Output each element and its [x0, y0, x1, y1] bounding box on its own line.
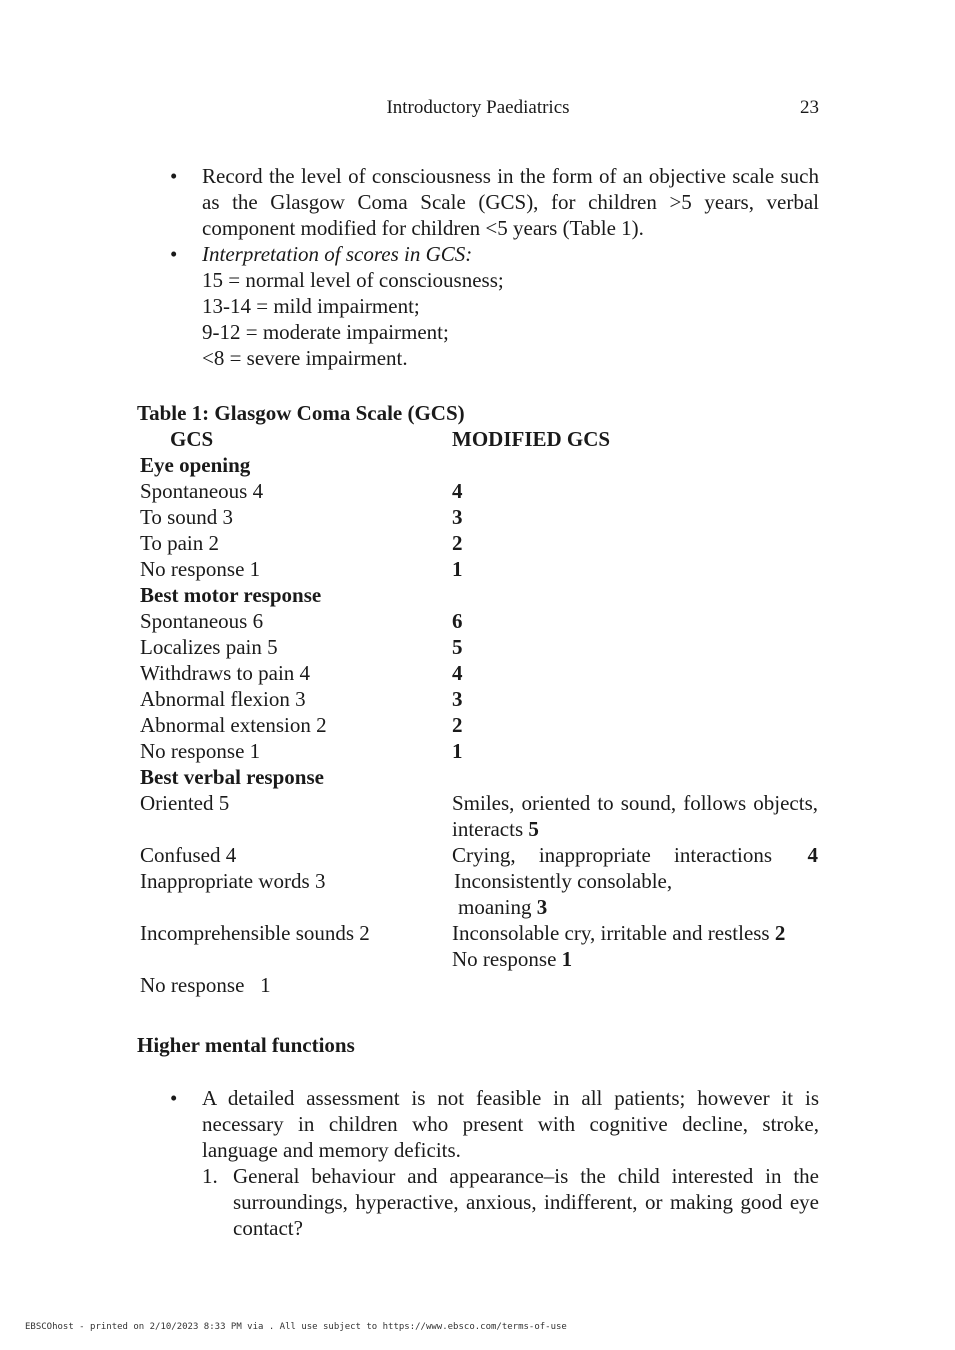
modified-cell: 1: [452, 557, 463, 581]
gcs-cell: Abnormal flexion 3: [140, 687, 306, 711]
modified-text: Inconsistently consolable,: [454, 869, 673, 893]
group-heading-row: [140, 582, 820, 608]
gcs-cell: Withdraws to pain 4: [140, 661, 311, 685]
column-header-gcs: GCS: [170, 427, 214, 451]
running-title: Introductory Paediatrics: [386, 97, 570, 118]
gcs-cell: Oriented 5: [140, 791, 230, 815]
modified-cell: 2: [452, 531, 463, 555]
item-text: General behaviour and appearance–is the child interested in the surroundings, hyperactive, anxious, indifferent, or making good eye contact?: [233, 1164, 819, 1240]
modified-text: No response: [452, 947, 557, 971]
gcs-cell: Incomprehensible sounds 2: [140, 921, 370, 945]
modified-cell: [454, 868, 820, 920]
group-heading-row: [140, 452, 820, 478]
column-header-modified: MODIFIED GCS: [452, 427, 611, 451]
modified-cell: [452, 920, 818, 972]
table-row: [140, 556, 820, 582]
gcs-cell: No response 1: [140, 557, 261, 581]
list-item: [137, 241, 819, 371]
gcs-cell: No response 1: [140, 739, 261, 763]
modified-score: 5: [528, 817, 539, 841]
bullet-text: Record the level of consciousness in the form of an objective scale such as the Glasgow Coma Scale (GCS), for children >5 years, verbal component modified for children <5 years (Table 1).: [202, 164, 819, 240]
table-row: [140, 972, 820, 998]
table-row: [140, 608, 820, 634]
modified-cell: [452, 842, 818, 868]
score-line: 9-12 = moderate impairment;: [202, 320, 449, 344]
table-row: [140, 842, 820, 868]
score-line: 13-14 = mild impairment;: [202, 294, 420, 318]
group-heading-row: [140, 764, 820, 790]
bullet-icon: •: [170, 164, 178, 188]
score-line: 15 = normal level of consciousness;: [202, 268, 504, 292]
gcs-cell: Inappropriate words 3: [140, 869, 326, 893]
gcs-cell: Abnormal extension 2: [140, 713, 327, 737]
table-row: [140, 504, 820, 530]
page-header: [137, 97, 819, 121]
modified-score: 2: [774, 921, 786, 945]
modified-text-2: moaning: [458, 895, 532, 919]
gcs-cell: Confused 4: [140, 843, 237, 867]
table-row: [140, 686, 820, 712]
page-number: 23: [800, 97, 819, 118]
table-row: [140, 478, 820, 504]
table-row: [140, 634, 820, 660]
interpretation-heading: Interpretation of scores in GCS:: [202, 242, 473, 266]
modified-text: Smiles, oriented to sound, follows objects, interacts: [452, 791, 818, 841]
bullet-icon: •: [170, 1086, 178, 1110]
bullet-icon: •: [170, 242, 178, 266]
modified-text-continued: [454, 894, 820, 920]
table-row: [140, 712, 820, 738]
modified-text: Inconsolable cry, irritable and restless: [452, 921, 770, 945]
section-body: [137, 1085, 819, 1241]
gcs-cell: To pain 2: [140, 531, 220, 555]
gcs-cell: Spontaneous 4: [140, 479, 264, 503]
table-row: [140, 790, 820, 842]
gcs-table: [140, 426, 820, 998]
modified-line: [452, 920, 818, 946]
table-row: [140, 868, 820, 920]
modified-cell: 4: [452, 479, 463, 503]
modified-cell: 1: [452, 739, 463, 763]
table-row: [140, 738, 820, 764]
bullet-text: A detailed assessment is not feasible in all patients; however it is necessary in children who present with cognitive decline, stroke, language and memory deficits.: [202, 1086, 819, 1162]
modified-cell: 6: [452, 609, 463, 633]
list-item: [137, 163, 819, 241]
table-row: [140, 660, 820, 686]
table-title: Table 1: Glasgow Coma Scale (GCS): [137, 401, 465, 425]
numbered-item: [202, 1163, 819, 1241]
modified-text: Crying, inappropriate interactions: [452, 843, 773, 867]
group-heading: Eye opening: [140, 453, 251, 477]
modified-cell: 5: [452, 635, 463, 659]
modified-cell: 3: [452, 687, 463, 711]
gcs-cell: No response 1: [140, 973, 271, 997]
modified-line: [452, 946, 818, 972]
group-heading: Best motor response: [140, 583, 322, 607]
modified-score: 3: [536, 895, 548, 919]
modified-cell: 4: [452, 661, 463, 685]
intro-bullet-list: [137, 163, 819, 371]
modified-cell: 3: [452, 505, 463, 529]
modified-score: 4: [807, 843, 818, 867]
score-line: <8 = severe impairment.: [202, 346, 408, 370]
modified-score: 1: [561, 947, 573, 971]
section-heading: Higher mental functions: [137, 1033, 355, 1057]
print-footer: EBSCOhost - printed on 2/10/2023 8:33 PM via . All use subject to https://www.ebsco.com/terms-of-use: [25, 1322, 567, 1332]
group-heading: Best verbal response: [140, 765, 324, 789]
item-number: 1.: [202, 1164, 218, 1188]
gcs-cell: Localizes pain 5: [140, 635, 278, 659]
table-row: [140, 530, 820, 556]
table-row: [140, 920, 820, 972]
table-header-row: [140, 426, 820, 452]
gcs-cell: Spontaneous 6: [140, 609, 264, 633]
list-item: [137, 1085, 819, 1241]
modified-cell: [452, 790, 818, 842]
modified-cell: 2: [452, 713, 463, 737]
gcs-cell: To sound 3: [140, 505, 234, 529]
